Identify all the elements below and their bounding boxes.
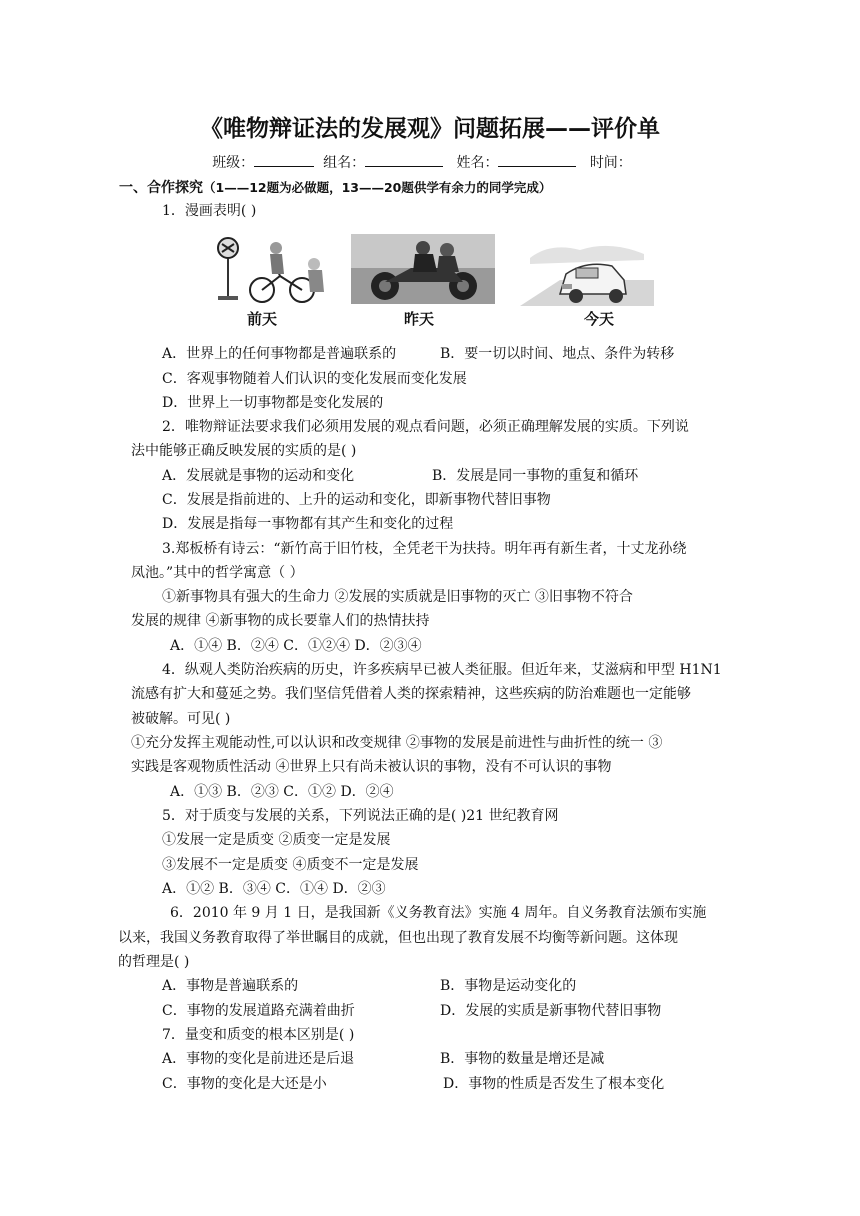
name-field[interactable] bbox=[498, 152, 576, 167]
class-field[interactable] bbox=[254, 152, 314, 167]
name-label: 姓名： bbox=[456, 155, 499, 171]
q2-option-b: B．发展是同一事物的重复和循环 bbox=[432, 468, 639, 484]
group-field[interactable] bbox=[365, 152, 443, 167]
question-2-line-1: 2．唯物辩证法要求我们必须用发展的观点看问题，必须正确理解发展的实质。下列说 bbox=[162, 419, 689, 435]
question-4-line-4: ①充分发挥主观能动性,可以认识和改变规律 ②事物的发展是前进性与曲折性的统一 ③ bbox=[131, 735, 663, 751]
q4-options: A．①③ B．②③ C．①② D．②④ bbox=[170, 784, 394, 800]
q2-option-d: D．发展是指每一事物都有其产生和变化的过程 bbox=[162, 516, 454, 532]
student-info-row bbox=[0, 152, 860, 173]
question-6-line-2: 以来，我国义务教育取得了举世瞩目的成就，但也出现了教育发展不均衡等新问题。这体现 bbox=[118, 930, 678, 946]
q6-option-a: A．事物是普遍联系的 bbox=[162, 978, 299, 994]
q3-options: A．①④ B．②④ C．①②④ D．②③④ bbox=[170, 638, 422, 654]
q2-option-a: A．发展就是事物的运动和变化 bbox=[162, 468, 355, 484]
question-4-line-2: 流感有扩大和蔓延之势。我们坚信凭借着人类的探索精神，这些疾病的防治难题也一定能够 bbox=[131, 686, 691, 702]
car-cartoon-image bbox=[520, 240, 654, 306]
q6-option-c: C．事物的发展道路充满着曲折 bbox=[162, 1003, 355, 1019]
time-label: 时间： bbox=[589, 155, 632, 171]
caption-today: 今天 bbox=[584, 310, 615, 328]
caption-day-before-yesterday: 前天 bbox=[247, 310, 278, 328]
class-label: 班级： bbox=[212, 155, 255, 171]
question-3-line-2: 凤池。”其中的哲学寓意（ ） bbox=[131, 565, 304, 581]
section-heading bbox=[119, 178, 551, 198]
group-label: 组名： bbox=[323, 155, 366, 171]
question-4-line-5: 实践是客观物质性活动 ④世界上只有尚未被认识的事物，没有不可认识的事物 bbox=[131, 759, 612, 775]
q5-options: A．①② B．③④ C．①④ D．②③ bbox=[162, 881, 386, 897]
q6-option-d: D．发展的实质是新事物代替旧事物 bbox=[440, 1003, 662, 1019]
question-3-line-4: 发展的规律 ④新事物的成长要靠人们的热情扶持 bbox=[131, 613, 430, 629]
q1-option-d: D．世界上一切事物都是变化发展的 bbox=[162, 395, 384, 411]
q7-option-c: C．事物的变化是大还是小 bbox=[162, 1076, 327, 1092]
q7-option-b: B．事物的数量是增还是减 bbox=[440, 1051, 605, 1067]
question-4-line-1: 4．纵观人类防治疾病的历史，许多疾病早已被人类征服。但近年来，艾滋病和甲型 H1N1 bbox=[162, 662, 722, 678]
section-note: （1——12题为必做题，13——20题供学有余力的同学完成） bbox=[203, 180, 552, 195]
question-4-line-3: 被破解。可见( ) bbox=[131, 711, 231, 727]
motorcycle-cartoon-image bbox=[351, 234, 495, 304]
q7-option-d: D．事物的性质是否发生了根本变化 bbox=[443, 1076, 665, 1092]
q5-statements-1: ①发展一定是质变 ②质变一定是发展 bbox=[162, 832, 391, 848]
q1-option-b: B．要一切以时间、地点、条件为转移 bbox=[440, 346, 675, 362]
q6-option-b: B．事物是运动变化的 bbox=[440, 978, 577, 994]
caption-yesterday: 昨天 bbox=[404, 310, 435, 328]
question-7: 7．量变和质变的根本区别是( ) bbox=[162, 1027, 355, 1043]
question-5: 5．对于质变与发展的关系，下列说法正确的是( )21 世纪教育网 bbox=[162, 808, 559, 824]
page-title: 《唯物辩证法的发展观》问题拓展——评价单 bbox=[200, 116, 660, 142]
question-3-line-1: 3.郑板桥有诗云：“新竹高于旧竹枝，全凭老干为扶持。明年再有新生者，十丈龙孙绕 bbox=[162, 541, 687, 557]
section-title: 一、合作探究 bbox=[119, 180, 203, 196]
q7-option-a: A．事物的变化是前进还是后退 bbox=[162, 1051, 355, 1067]
q2-option-c: C．发展是指前进的、上升的运动和变化，即新事物代替旧事物 bbox=[162, 492, 551, 508]
question-3-line-3: ①新事物具有强大的生命力 ②发展的实质就是旧事物的灭亡 ③旧事物不符合 bbox=[162, 589, 633, 605]
question-6-line-3: 的哲理是( ) bbox=[118, 954, 190, 970]
q1-option-a: A．世界上的任何事物都是普遍联系的 bbox=[162, 346, 397, 362]
question-2-line-2: 法中能够正确反映发展的实质的是( ) bbox=[131, 443, 357, 459]
q5-statements-2: ③发展不一定是质变 ④质变不一定是发展 bbox=[162, 857, 419, 873]
q1-option-c: C．客观事物随着人们认识的变化发展而变化发展 bbox=[162, 371, 467, 387]
question-6-line-1: 6．2010 年 9 月 1 日，是我国新《义务教育法》实施 4 周年。自义务教育法颁布实施 bbox=[170, 905, 707, 921]
question-1: 1．漫画表明( ) bbox=[162, 203, 257, 219]
bicycle-cartoon-image bbox=[210, 234, 338, 306]
